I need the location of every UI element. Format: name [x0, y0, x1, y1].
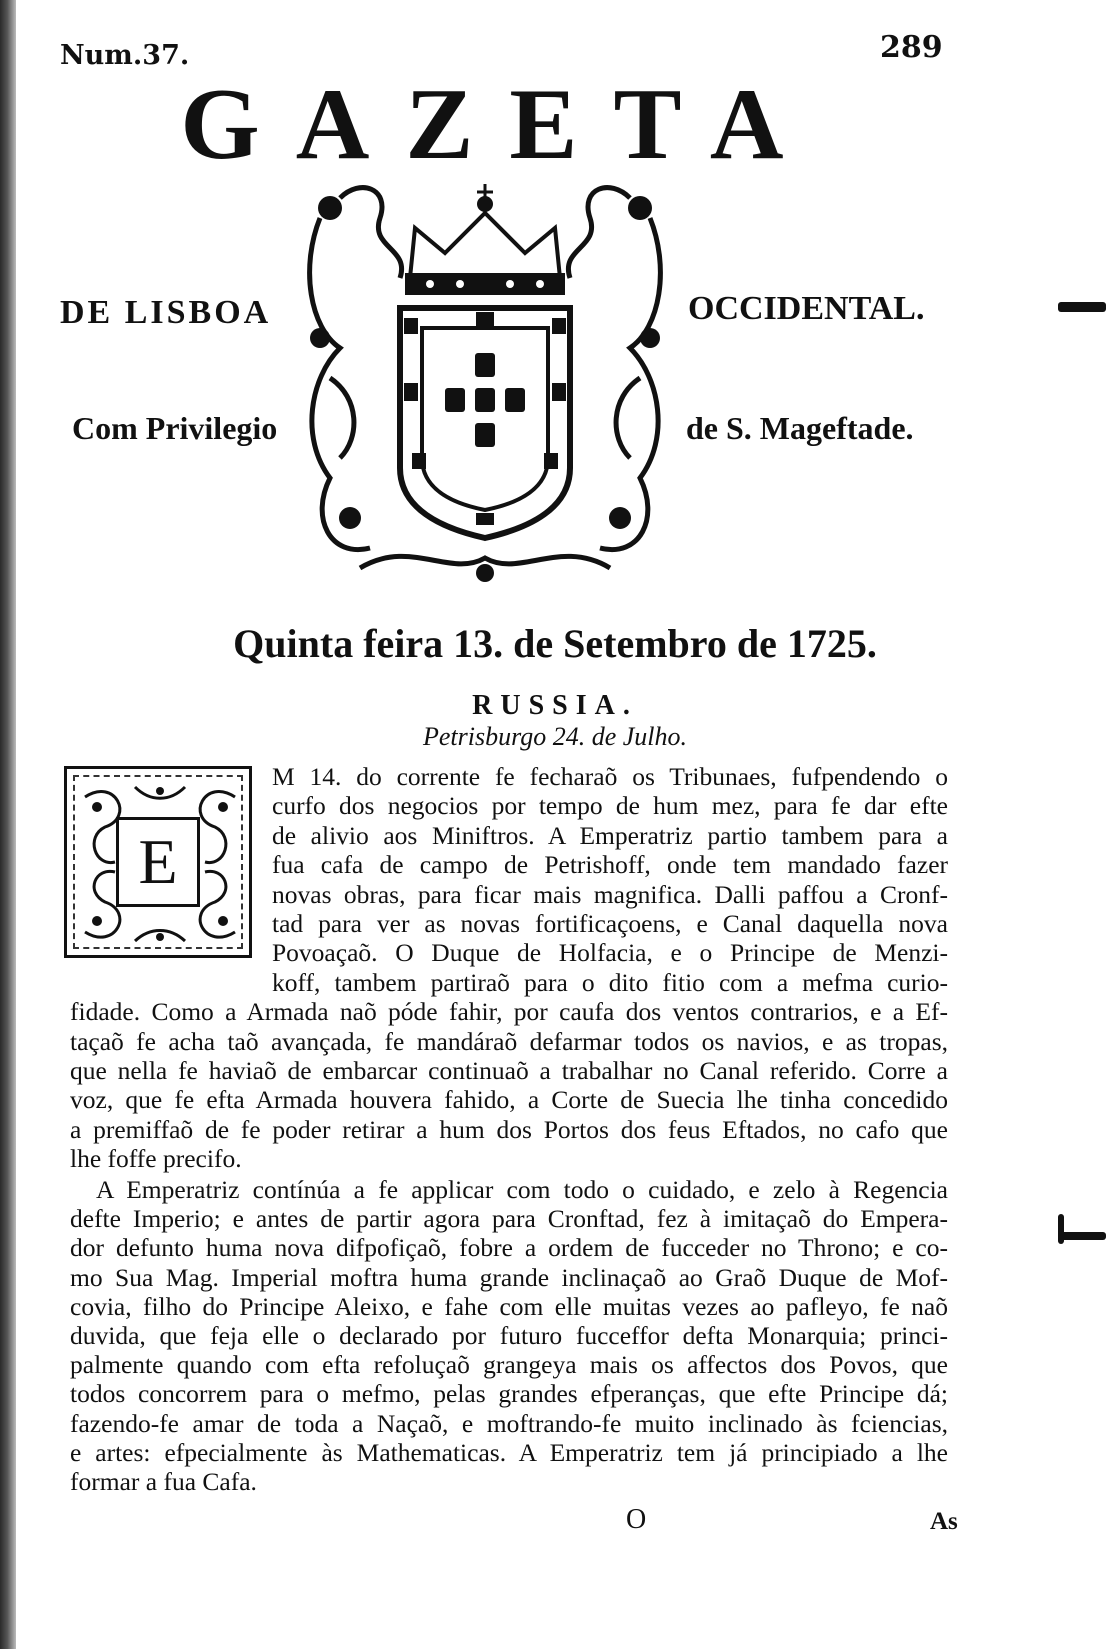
- section-dateline: Petrisburgo 24. de Julho.: [422, 722, 688, 751]
- decorated-initial: [64, 766, 252, 958]
- text-line: covia, filho do Principe Aleixo, e fahe com elle muitas vezes ao pafleyo, fe naõ: [70, 1291, 948, 1321]
- text-line: fua cafa de campo de Petrishoff, onde tem mandado fazer: [272, 850, 948, 880]
- text-line: fidade. Como a Armada naõ póde fahir, por caufa dos ventos contrarios, e a Ef-: [70, 997, 948, 1027]
- masthead-title: GAZETA: [180, 68, 820, 181]
- text-line: que nella fe haviaõ de embarcar continuaõ a trabalhar no Canal referido. Corre a: [70, 1056, 948, 1085]
- text-line: A Emperatriz contínúa a fe applicar com todo o cuidado, e zelo à Regencia: [96, 1175, 948, 1204]
- page-number: 289: [880, 30, 943, 65]
- text-line: de alivio aos Miniftros. A Emperatriz partio tambem para a: [272, 820, 948, 850]
- issue-number: Num.37.: [60, 40, 190, 71]
- text-line: palmente quando com efta refoluçaõ grangeya mais os affectos dos Povos, que: [70, 1350, 948, 1380]
- text-line: novas obras, para ficar mais magnifica. Dalli paffou a Cronf-: [272, 879, 948, 909]
- text-line: voz, que fe efta Armada houvera fahido, a Corte de Suecia lhe tinha concedido: [70, 1085, 948, 1115]
- section-heading-russia: RUSSIA.: [472, 690, 638, 721]
- royal-coat-of-arms-icon: [300, 178, 670, 588]
- initial-letter: E: [116, 817, 200, 907]
- text-line: fazendo-fe amar de toda a Naçaõ, e moftrando-fe muito inclinado às fciencias,: [70, 1408, 948, 1438]
- text-line: formar a fua Cafa.: [70, 1467, 257, 1496]
- catchword: As: [930, 1508, 958, 1535]
- margin-mark-lower: [1060, 1232, 1106, 1240]
- text-line: todos concorrem para o mefmo, pelas grandes efperanças, que efte Principe dá;: [70, 1379, 948, 1409]
- scan-binding-edge: [0, 0, 16, 1649]
- masthead-de-lisboa: DE LISBOA: [60, 294, 272, 331]
- masthead-privilegio: Com Privilegio: [72, 410, 278, 446]
- text-line: duvida, que feja elle o declarado por futuro fucceffor defta Monarquia; princi-: [70, 1321, 948, 1350]
- text-line: lhe foffe precifo.: [70, 1144, 242, 1174]
- text-line: a premiffaõ de fe poder retirar a hum dos Portos dos feus Eftados, no cafo que: [70, 1114, 948, 1144]
- text-line: e artes: efpecialmente às Mathematicas. A Emperatriz tem já principiado a lhe: [70, 1437, 948, 1467]
- text-line: tad para ver as novas fortificaçoens, e Canal daquella nova: [272, 909, 948, 938]
- issue-dateline: Quinta feira 13. de Setembro de 1725.: [233, 621, 877, 666]
- text-line: mo Sua Mag. Imperial moftra huma grande inclinaçaõ ao Graõ Duque de Mof-: [70, 1262, 948, 1292]
- margin-tick: [1058, 1214, 1064, 1244]
- text-line: defte Imperio; e antes de partir agora para Cronftad, fez à imitaçaõ do Empera-: [70, 1204, 948, 1234]
- masthead-magestade: de S. Mageftade.: [686, 410, 914, 446]
- text-line: koff, tambem partiraõ para o dito fitio com a mefma curio-: [272, 967, 948, 997]
- signature-mark: O: [626, 1504, 647, 1535]
- margin-mark-upper: [1058, 302, 1106, 312]
- text-line: M 14. do corrente fe fecharaõ os Tribunaes, fufpendendo o: [272, 762, 948, 791]
- text-line: Povoaçaõ. O Duque de Holfacia, e o Principe de Menzi-: [272, 938, 948, 968]
- text-line: curfo dos negocios por tempo de hum mez, para fe dar efte: [272, 791, 948, 821]
- text-line: dor defunto huma nova difpofiçaõ, fobre a ordem de fucceder no Throno; e co-: [70, 1233, 948, 1263]
- masthead-occidental: OCCIDENTAL.: [688, 290, 925, 327]
- text-line: taçaõ fe acha taõ avançada, fe mandáraõ defarmar todos os navios, e as tropas,: [70, 1026, 948, 1056]
